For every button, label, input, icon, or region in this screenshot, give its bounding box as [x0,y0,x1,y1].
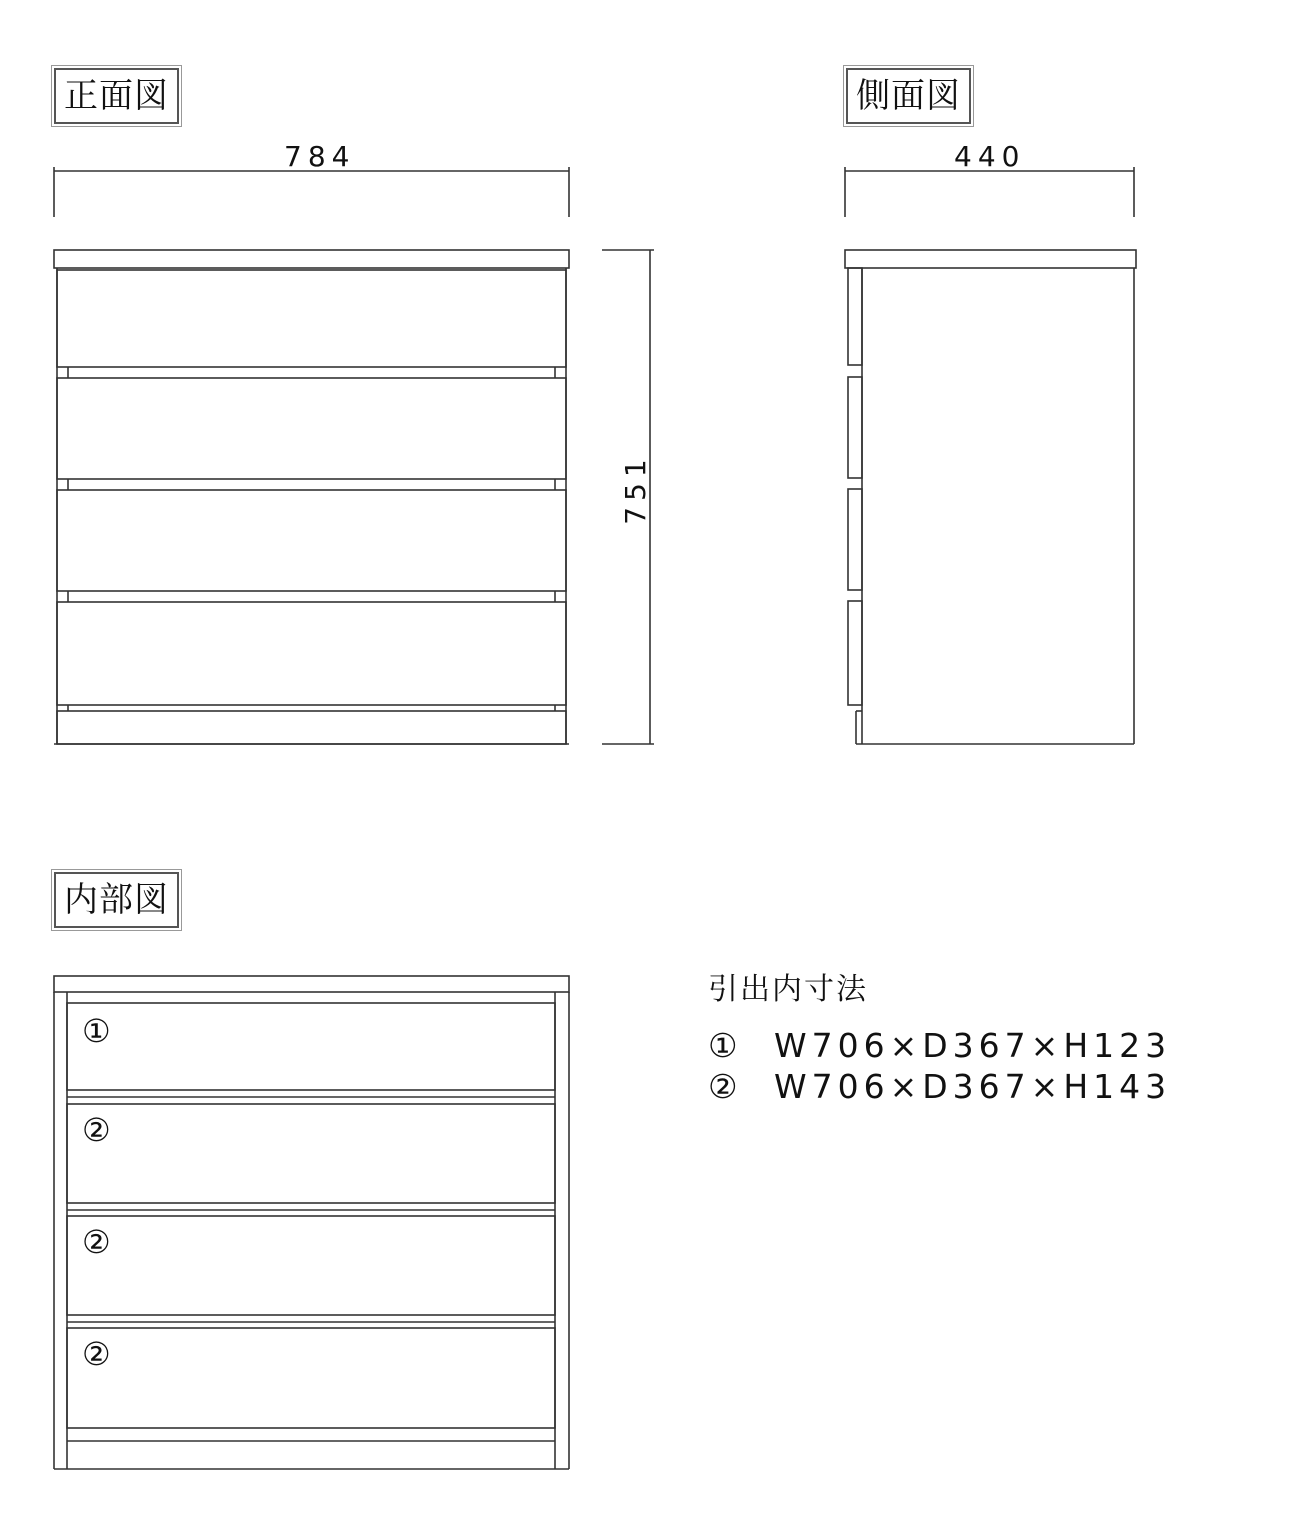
front-top-board [54,250,569,268]
side-depth-dimension: 440 [954,140,1026,173]
side-view-drawing [845,167,1136,744]
interior-drawer-4 [67,1328,555,1428]
front-width-dimension-line [54,167,569,217]
interior-drawer-label-3: ② [82,1223,111,1261]
side-top-board [845,250,1136,268]
front-width-dimension: 784 [284,140,356,173]
front-drawer-2 [57,378,566,479]
front-drawer-3 [57,490,566,591]
front-drawer-4 [57,602,566,705]
side-drawer-edge-1 [848,268,862,365]
side-drawer-edge-3 [848,489,862,590]
side-view-title: 側面図 [846,68,971,124]
side-drawer-edge-4 [848,601,862,705]
interior-drawer-label-4: ② [82,1335,111,1373]
drawer-specs-title: 引出内寸法 [708,972,868,1007]
interior-top-board [54,976,569,992]
interior-drawer-3 [67,1216,555,1315]
drawer-spec-number: ① [708,1026,738,1065]
interior-drawer-2 [67,1104,555,1203]
interior-view-drawing [54,976,569,1469]
interior-drawer-1 [67,1003,555,1090]
interior-drawer-label-2: ② [82,1111,111,1149]
side-drawer-edge-2 [848,377,862,478]
interior-view-title: 内部図 [54,872,179,928]
drawer-spec-number: ② [708,1067,738,1106]
front-view-title: 正面図 [54,68,179,124]
front-plinth [57,711,566,744]
front-height-dimension: 751 [619,453,652,525]
side-depth-dimension-line [845,167,1134,217]
drawer-spec-value: W706×D367×H143 [774,1067,1172,1106]
front-drawer-1 [57,270,566,367]
drawer-spec-row-2 [708,1067,1171,1107]
front-view-drawing [54,167,654,744]
drawer-spec-row-1 [708,1026,1171,1066]
drawer-spec-value: W706×D367×H123 [774,1026,1172,1065]
interior-drawer-label-1: ① [82,1012,111,1050]
